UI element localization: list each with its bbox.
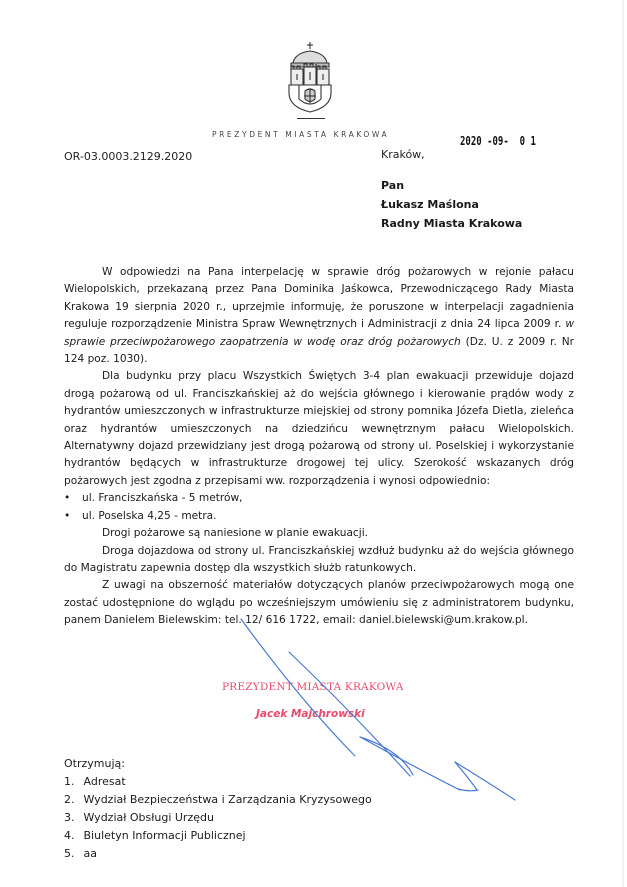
list-number: 5. [64,847,75,860]
list-number: 1. [64,775,75,788]
letter-body [64,264,574,630]
list-item [64,791,372,809]
reference-number: OR-03.0003.2129.2020 [64,150,193,163]
addressee-title: Radny Miasta Krakowa [381,217,523,230]
list-number: 3. [64,811,75,824]
recipient-name: aa [83,847,97,860]
list-number: 4. [64,829,75,842]
place-of-issue: Kraków, [381,148,425,161]
recipient-name: Wydział Bezpieczeństwa i Zarządzania Kryzysowego [83,793,372,806]
received-date-stamp: 2020 -09- 0 1 [460,133,536,148]
road-width-list [64,490,574,525]
recipient-name: Biuletyn Informacji Publicznej [83,829,246,842]
list-item [64,845,372,863]
paragraph-1-text: W odpowiedzi na Pana interpelację w sprawie dróg pożarowych w rejonie pałacu Wielopolskich, przekazaną przez Pana Dominika Jaśkowca, Przewodniczącego Rady Miasta Krakowa 19 sierpnia 2020 r., uprzejmie informuję, że poruszone w interpelacji zagadnienia reguluje rozporządzenie Ministra Spraw Wewnętrznych i Administracji z dnia 24 lipca 2009 r. [64,266,574,331]
regulation-title: w sprawie przeciwpożarowego zaopatrzenia w wodę oraz dróg pożarowych [64,318,574,348]
addressee-name: Łukasz Maślona [381,198,479,211]
letterhead-rule [297,118,325,119]
list-item [64,809,372,827]
addressee-block [381,176,522,233]
signature-stamp-name: Jacek Majchrowski [256,708,365,720]
paragraph-4: Droga dojazdowa od strony ul. Franciszkańskiej wzdłuż budynku aż do wejścia głównego do Magistratu zapewnia dostęp dla wszystkich służb ratunkowych. [64,544,574,574]
list-item: • ul. Franciszkańska - 5 metrów, [64,490,574,507]
recipient-name: Adresat [83,775,126,788]
list-number: 2. [64,793,75,806]
letterhead-title: PREZYDENT MIASTA KRAKOWA [212,130,390,139]
paragraph-1 [64,264,574,368]
paragraph-3: Drogi pożarowe są naniesione w planie ewakuacji. [102,527,369,540]
paragraph-2: Dla budynku przy placu Wszystkich Świętych 3-4 plan ewakuacji przewiduje dojazd drogą pożarową od ul. Franciszkańskiej aż do wejścia głównego i kierowanie prądów wody z hydrantów umieszczonych w infrastrukturze miejskiej od strony pomnika Józefa Dietla, zieleńca oraz hydrantów umieszczonych na dziedzińcu wewnętrznym pałacu Wielopolskich. Alternatywny dojazd przewidziany jest drogą pożarową od strony ul. Poselskiej i wykorzystanie hydrantów będących w infrastrukturze drogowej tej ulicy. Szerokość wskazanych dróg pożarowych jest zgodna z przepisami ww. rozporządzenia i wynosi odpowiednio: [64,370,574,487]
recipients-block [64,755,372,863]
recipients-list [64,773,372,863]
signature-stamp-title: PREZYDENT MIASTA KRAKOWA [222,681,404,693]
krakow-coat-of-arms-icon [285,41,335,113]
addressee-salutation: Pan [381,179,405,192]
recipients-label: Otrzymują: [64,757,125,770]
paragraph-5: Z uwagi na obszerność materiałów dotyczących planów przeciwpożarowych mogą one zostać udostępnione do wglądu po wcześniejszym umówieniu się z administratorem budynku, panem Danielem Bielewskim: tel. 12/ 616 1722, email: daniel.bielewski@um.krakow.pl. [64,579,574,627]
list-item: • ul. Poselska 4,25 - metra. [64,508,574,525]
list-item [64,773,372,791]
list-item [64,827,372,845]
regulation-citation: (Dz. U. z 2009 r. Nr 124 poz. 1030). [64,335,574,366]
recipient-name: Wydział Obsługi Urzędu [83,811,214,824]
scan-edge [622,0,624,887]
